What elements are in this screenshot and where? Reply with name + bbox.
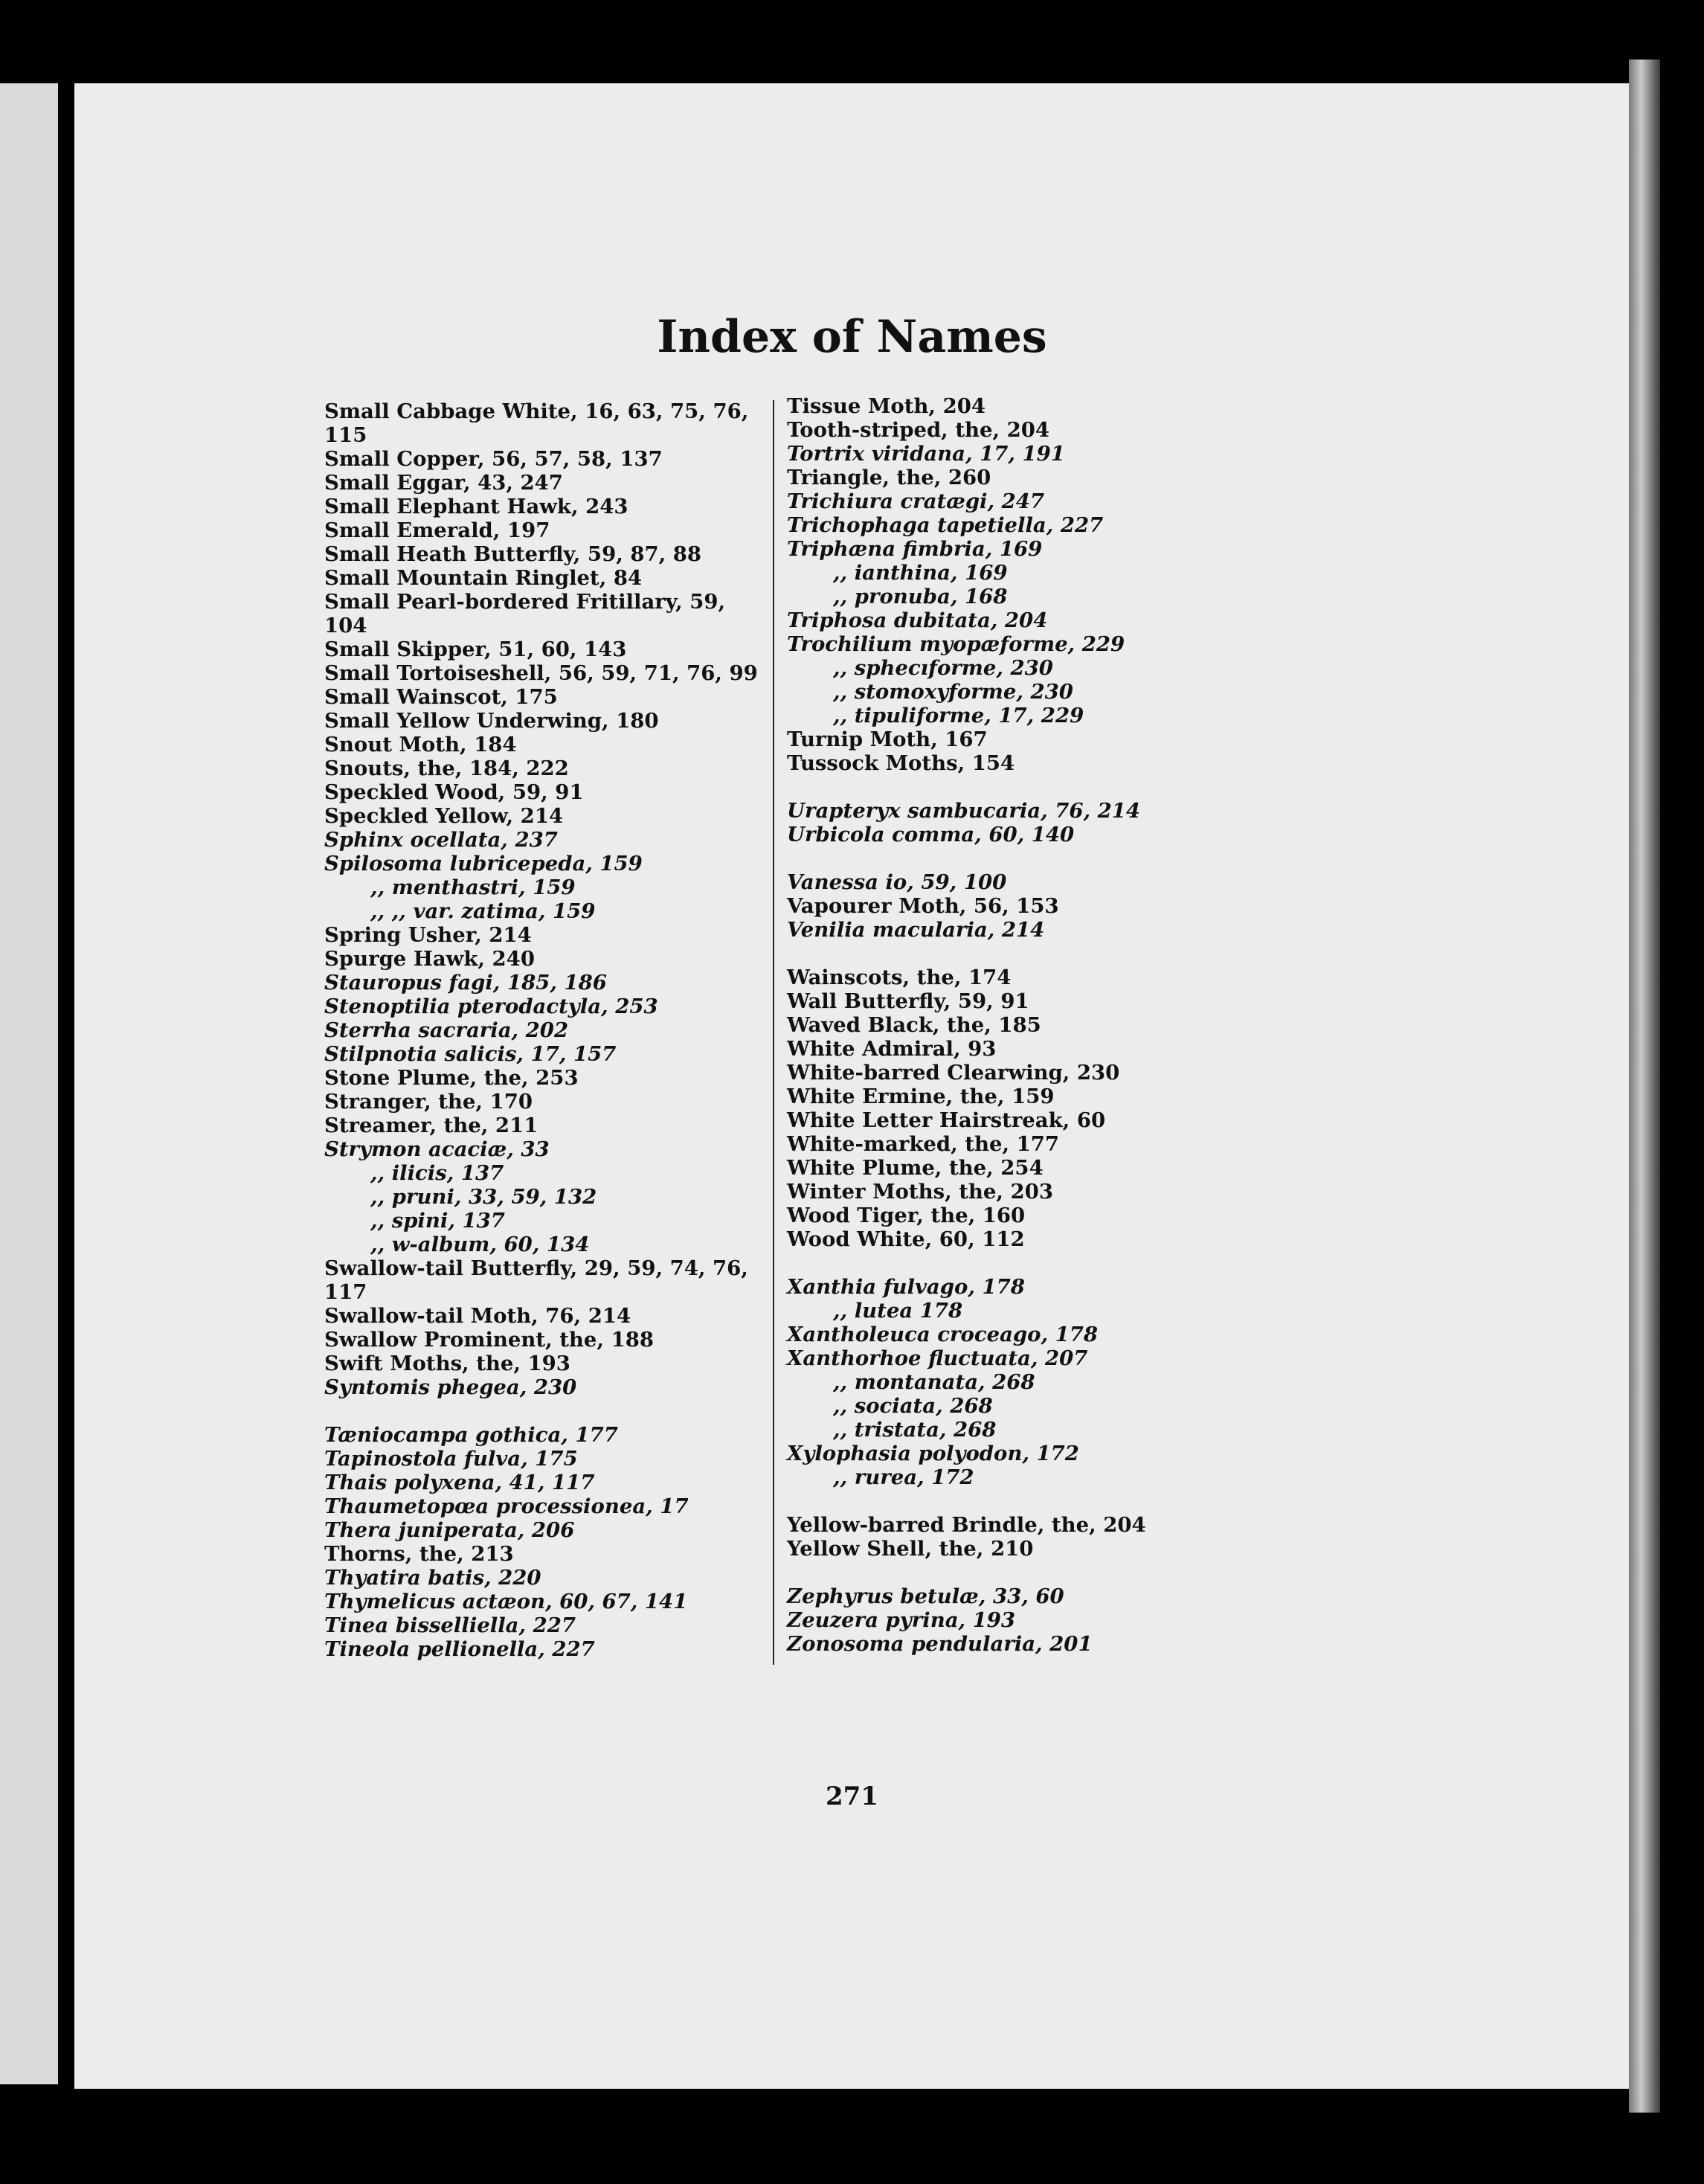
index-entry — [787, 537, 1189, 561]
page-number: 271 — [826, 1782, 878, 1811]
index-entry-text: Swallow Prominent, the, 188 — [324, 1328, 654, 1352]
index-entry — [787, 1108, 1189, 1132]
index-entry — [324, 1471, 763, 1494]
index-entry — [324, 614, 763, 637]
index-entry-text: Small Yellow Underwing, 180 — [324, 709, 659, 733]
index-entry — [324, 447, 763, 471]
index-entry-text: ,, w-album, 60, 134 — [370, 1233, 590, 1256]
index-entry — [324, 995, 763, 1018]
index-entry — [787, 1584, 1189, 1608]
index-entry-text: Sphinx ocellata, 237 — [324, 828, 558, 852]
index-entry-text: Venilia macularia, 214 — [787, 918, 1045, 942]
page-title: Index of Names — [657, 311, 1047, 363]
index-entry-text: Speckled Wood, 59, 91 — [324, 780, 584, 804]
index-entry-text: Tooth-striped, the, 204 — [787, 418, 1050, 442]
index-entry-text: Swift Moths, the, 193 — [324, 1352, 570, 1375]
index-entry — [324, 1114, 763, 1137]
index-entry-text: Small Elephant Hawk, 243 — [324, 495, 628, 518]
index-entry — [787, 1323, 1189, 1346]
index-entry — [787, 608, 1189, 632]
index-entry-text: White-barred Clearwing, 230 — [787, 1061, 1120, 1085]
index-entry — [324, 590, 763, 614]
index-entry — [324, 1590, 763, 1613]
index-entry-text: Stauropus fagi, 185, 186 — [324, 971, 607, 995]
index-entry-text: Small Wainscot, 175 — [324, 685, 558, 709]
index-entry-text: Spurge Hawk, 240 — [324, 947, 535, 971]
index-entry — [324, 1280, 763, 1304]
index-entry-text: Wall Butterfly, 59, 91 — [787, 989, 1029, 1013]
index-entry — [324, 1185, 763, 1209]
index-entry — [787, 751, 1189, 775]
index-entry — [787, 632, 1189, 656]
index-entry-text: Thais polyxena, 41, 117 — [324, 1471, 595, 1494]
index-entry-text: Urapteryx sambucaria, 76, 214 — [787, 799, 1141, 823]
index-entry — [324, 1042, 763, 1066]
index-entry-text: Trichiura cratægi, 247 — [787, 489, 1045, 513]
index-entry — [787, 394, 1189, 418]
index-entry — [324, 1137, 763, 1161]
index-entry — [324, 971, 763, 995]
index-entry — [324, 1518, 763, 1542]
index-entry-text: Waved Black, the, 185 — [787, 1013, 1041, 1037]
index-entry — [324, 471, 763, 495]
index-entry — [324, 899, 763, 923]
index-entry — [324, 1256, 763, 1280]
index-entry-text: Thorns, the, 213 — [324, 1542, 514, 1566]
index-entry — [324, 1375, 763, 1399]
index-entry — [324, 804, 763, 828]
index-entry — [787, 823, 1189, 847]
index-entry — [787, 466, 1189, 489]
index-entry — [324, 876, 763, 899]
index-entry — [324, 1423, 763, 1447]
index-entry — [324, 1209, 763, 1233]
index-entry — [324, 1328, 763, 1352]
index-entry-text: Small Mountain Ringlet, 84 — [324, 566, 643, 590]
index-entry-text: Speckled Yellow, 214 — [324, 804, 564, 828]
index-entry-text: 104 — [324, 614, 367, 637]
index-entry-text: Syntomis phegea, 230 — [324, 1375, 577, 1399]
index-entry-text: Turnip Moth, 167 — [787, 728, 988, 751]
index-entry-text: ,, menthastri, 159 — [370, 876, 576, 899]
index-entry — [324, 1613, 763, 1637]
index-entry-text: ,, sociata, 268 — [833, 1394, 993, 1418]
index-entry — [787, 1180, 1189, 1204]
index-entry — [787, 1299, 1189, 1323]
index-entry — [787, 1608, 1189, 1632]
index-column-left — [324, 399, 763, 1661]
index-entry-text: ,, pronuba, 168 — [833, 585, 1008, 608]
index-entry — [787, 1275, 1189, 1299]
index-entry — [324, 423, 763, 447]
index-entry — [787, 561, 1189, 585]
index-entry-text: ,, ,, var. zatima, 159 — [370, 899, 596, 923]
index-entry — [787, 1370, 1189, 1394]
index-entry-text: Small Cabbage White, 16, 63, 75, 76, — [324, 399, 749, 423]
index-entry-text: Xylophasia polyodon, 172 — [787, 1442, 1079, 1465]
index-entry-text: Tapinostola fulva, 175 — [324, 1447, 578, 1471]
index-entry-text: Streamer, the, 211 — [324, 1114, 538, 1137]
index-entry-text: Wood Tiger, the, 160 — [787, 1204, 1026, 1227]
index-entry-text: Xantholeuca croceago, 178 — [787, 1323, 1099, 1346]
column-divider — [773, 400, 774, 1665]
index-column-right — [787, 394, 1189, 1656]
index-entry — [787, 1465, 1189, 1489]
index-entry-text: Wood White, 60, 112 — [787, 1227, 1025, 1251]
index-entry-text: White Letter Hairstreak, 60 — [787, 1108, 1106, 1132]
index-entry-text: Wainscots, the, 174 — [787, 966, 1012, 989]
index-entry — [324, 495, 763, 518]
index-entry — [324, 1352, 763, 1375]
index-entry-text: White Admiral, 93 — [787, 1037, 997, 1061]
index-entry-text: Small Pearl-bordered Fritillary, 59, — [324, 590, 726, 614]
index-entry-text: Swallow-tail Butterfly, 29, 59, 74, 76, — [324, 1256, 748, 1280]
index-entry — [787, 870, 1189, 894]
index-entry-text: White Plume, the, 254 — [787, 1156, 1044, 1180]
index-entry-text: Spilosoma lubricepeda, 159 — [324, 852, 643, 876]
index-entry — [787, 1061, 1189, 1085]
index-entry-text: Zonosoma pendularia, 201 — [787, 1632, 1093, 1656]
index-entry — [324, 1494, 763, 1518]
index-entry-text: Yellow-barred Brindle, the, 204 — [787, 1513, 1146, 1537]
index-entry-text: Thymelicus actæon, 60, 67, 141 — [324, 1590, 688, 1613]
index-entry — [324, 1161, 763, 1185]
index-entry — [787, 1537, 1189, 1561]
index-entry — [787, 1227, 1189, 1251]
index-entry-text: ,, sphecıforme, 230 — [833, 656, 1053, 680]
index-entry-text: Strymon acaciæ, 33 — [324, 1137, 550, 1161]
index-entry — [324, 399, 763, 423]
index-entry-text: Tissue Moth, 204 — [787, 394, 986, 418]
index-entry — [324, 733, 763, 757]
index-entry — [787, 704, 1189, 728]
index-entry-text: ,, tristata, 268 — [833, 1418, 997, 1442]
index-entry — [787, 1513, 1189, 1537]
index-entry-text: 117 — [324, 1280, 367, 1304]
index-entry-text: Small Emerald, 197 — [324, 518, 550, 542]
index-entry — [324, 685, 763, 709]
index-entry — [787, 1156, 1189, 1180]
index-entry-text: Swallow-tail Moth, 76, 214 — [324, 1304, 631, 1328]
index-entry-text: Stenoptilia pterodactyla, 253 — [324, 995, 658, 1018]
index-entry — [787, 1132, 1189, 1156]
index-entry-text: Tineola pellionella, 227 — [324, 1637, 595, 1661]
index-entry-text: Yellow Shell, the, 210 — [787, 1537, 1034, 1561]
index-entry — [324, 757, 763, 780]
index-entry-text: Thera juniperata, 206 — [324, 1518, 575, 1542]
index-entry — [787, 966, 1189, 989]
index-entry — [324, 709, 763, 733]
index-entry — [787, 513, 1189, 537]
index-entry-text: ,, ilicis, 137 — [370, 1161, 504, 1185]
index-entry — [324, 828, 763, 852]
index-entry-text: Tussock Moths, 154 — [787, 751, 1015, 775]
index-entry-text: Small Skipper, 51, 60, 143 — [324, 637, 627, 661]
index-entry — [787, 1346, 1189, 1370]
index-entry-text: 115 — [324, 423, 367, 447]
index-entry-text: Small Heath Butterfly, 59, 87, 88 — [324, 542, 702, 566]
index-entry-text: Triangle, the, 260 — [787, 466, 991, 489]
index-entry-text: Spring Usher, 214 — [324, 923, 532, 947]
index-entry-text: ,, rurea, 172 — [833, 1465, 974, 1489]
index-entry-text: ,, lutea 178 — [833, 1299, 963, 1323]
index-entry-text: Small Copper, 56, 57, 58, 137 — [324, 447, 663, 471]
index-entry — [324, 1637, 763, 1661]
index-entry-text: Urbicola comma, 60, 140 — [787, 823, 1075, 847]
index-entry — [787, 918, 1189, 942]
index-entry — [324, 661, 763, 685]
index-entry — [787, 585, 1189, 608]
index-entry — [787, 1085, 1189, 1108]
index-entry-text: Winter Moths, the, 203 — [787, 1180, 1053, 1204]
index-entry-text: Small Eggar, 43, 247 — [324, 471, 563, 495]
index-entry — [787, 728, 1189, 751]
index-entry-text: Stilpnotia salicis, 17, 157 — [324, 1042, 617, 1066]
index-entry-text: Tæniocampa gothica, 177 — [324, 1423, 618, 1447]
index-entry — [324, 1566, 763, 1590]
index-entry — [324, 1090, 763, 1114]
index-entry — [787, 418, 1189, 442]
index-entry — [324, 1066, 763, 1090]
index-entry — [324, 518, 763, 542]
index-entry-text: Xanthia fulvago, 178 — [787, 1275, 1025, 1299]
index-entry — [787, 1442, 1189, 1465]
index-entry-text: Zephyrus betulæ, 33, 60 — [787, 1584, 1064, 1608]
index-entry-text: ,, stomoxyforme, 230 — [833, 680, 1073, 704]
index-entry-text: Triphæna fimbria, 169 — [787, 537, 1043, 561]
index-entry-text: Tortrix viridana, 17, 191 — [787, 442, 1065, 466]
index-entry-text: Xanthorhoe fluctuata, 207 — [787, 1346, 1088, 1370]
index-entry — [787, 1204, 1189, 1227]
index-entry-text: Sterrha sacraria, 202 — [324, 1018, 569, 1042]
index-entry — [324, 947, 763, 971]
index-entry-text: White-marked, the, 177 — [787, 1132, 1060, 1156]
index-entry — [324, 780, 763, 804]
index-entry — [787, 799, 1189, 823]
index-entry-text: Triphosa dubitata, 204 — [787, 608, 1048, 632]
index-entry-text: ,, pruni, 33, 59, 132 — [370, 1185, 597, 1209]
index-entry-text: Stranger, the, 170 — [324, 1090, 533, 1114]
index-entry-text: Stone Plume, the, 253 — [324, 1066, 579, 1090]
index-entry-text: Vanessa io, 59, 100 — [787, 870, 1007, 894]
index-entry-text: Thaumetopœa processionea, 17 — [324, 1494, 689, 1518]
index-entry-text: ,, spini, 137 — [370, 1209, 505, 1233]
index-entry — [324, 1304, 763, 1328]
index-entry-text: Zeuzera pyrina, 193 — [787, 1608, 1016, 1632]
index-entry — [787, 1394, 1189, 1418]
index-entry — [787, 489, 1189, 513]
index-entry — [324, 1542, 763, 1566]
index-entry — [324, 542, 763, 566]
index-entry — [787, 1418, 1189, 1442]
index-entry — [787, 442, 1189, 466]
index-entry-text: Snouts, the, 184, 222 — [324, 757, 569, 780]
index-entry-text: Tinea bisselliella, 227 — [324, 1613, 576, 1637]
index-entry — [787, 1037, 1189, 1061]
index-entry — [324, 1233, 763, 1256]
index-entry-text: ,, tipuliforme, 17, 229 — [833, 704, 1084, 728]
index-entry-text: ,, montanata, 268 — [833, 1370, 1035, 1394]
index-entry — [324, 637, 763, 661]
index-entry-text: Trichophaga tapetiella, 227 — [787, 513, 1104, 537]
index-entry — [324, 923, 763, 947]
index-entry — [787, 1632, 1189, 1656]
index-entry-text: White Ermine, the, 159 — [787, 1085, 1055, 1108]
index-entry-text: Vapourer Moth, 56, 153 — [787, 894, 1059, 918]
index-entry-text: Thyatira batis, 220 — [324, 1566, 541, 1590]
index-entry-text: Snout Moth, 184 — [324, 733, 517, 757]
index-entry — [787, 894, 1189, 918]
index-entry — [787, 989, 1189, 1013]
index-entry-text: Small Tortoiseshell, 56, 59, 71, 76, 99 — [324, 661, 758, 685]
index-entry-text: ,, ianthina, 169 — [833, 561, 1008, 585]
index-entry — [787, 680, 1189, 704]
index-entry-text: Trochilium myopæforme, 229 — [787, 632, 1125, 656]
index-entry — [324, 566, 763, 590]
index-entry — [324, 1018, 763, 1042]
index-entry — [324, 1447, 763, 1471]
index-entry — [324, 852, 763, 876]
index-entry — [787, 656, 1189, 680]
index-entry — [787, 1013, 1189, 1037]
